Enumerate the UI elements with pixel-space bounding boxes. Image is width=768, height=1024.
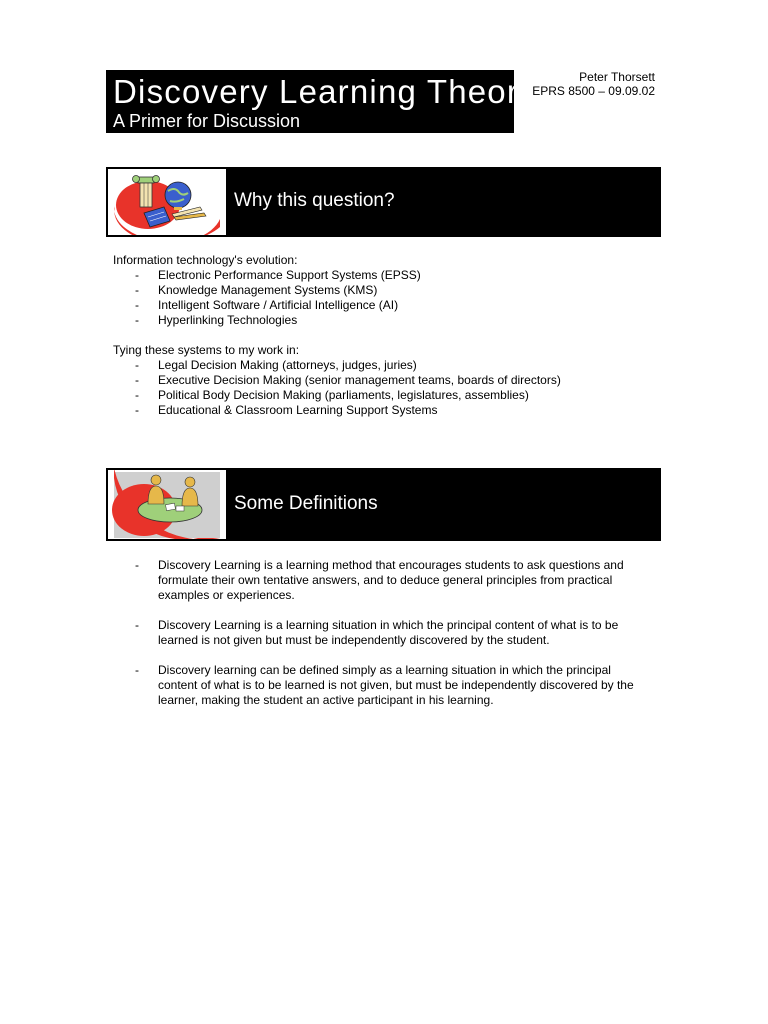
definition-item: - Discovery Learning is a learning situation in which the principal content of what is to be learned is not given but must be independently discovered by the student. [135, 618, 619, 647]
document-subtitle: A Primer for Discussion [113, 111, 301, 131]
list-item: - Political Body Decision Making (parliaments, legislatures, assemblies) [135, 388, 529, 402]
section-banner-why [106, 167, 661, 237]
bullet-list [113, 268, 421, 328]
author-name: Peter Thorsett [579, 70, 655, 84]
document-title: Discovery Learning Theory [113, 73, 537, 110]
section-banner-definitions [106, 468, 661, 541]
list-item: - Educational & Classroom Learning Support Systems [135, 403, 438, 417]
section-heading-why: Why this question? [234, 190, 395, 211]
definitions-list [113, 558, 653, 723]
group-lead: Information technology's evolution: [113, 253, 298, 267]
list-item: - Intelligent Software / Artificial Intelligence (AI) [135, 298, 399, 312]
list-item: - Legal Decision Making (attorneys, judges, juries) [135, 358, 417, 372]
definition-item: - Discovery Learning is a learning method that encourages students to ask questions and formulate their own tentative answers, and to deduce general principles from practical examples or experiences. [135, 558, 624, 602]
intro-group-1 [113, 253, 421, 328]
course-date: EPRS 8500 – 09.09.02 [532, 84, 655, 98]
list-item: - Knowledge Management Systems (KMS) [135, 283, 378, 297]
people-at-table-clipart [108, 470, 226, 539]
list-item: - Electronic Performance Support Systems (EPSS) [135, 268, 421, 282]
intro-group-2 [113, 343, 561, 418]
column-globe-books-clipart [108, 169, 226, 235]
section-heading-definitions: Some Definitions [234, 493, 378, 514]
author-block [532, 70, 655, 98]
group-lead: Tying these systems to my work in: [113, 343, 300, 357]
list-item: - Hyperlinking Technologies [135, 313, 298, 327]
definition-item: - Discovery learning can be defined simply as a learning situation in which the principal content of what is to be learned is not given, but must be independently discovered by the learner, making the student an active participant in his learning. [135, 663, 634, 707]
bullet-list [113, 358, 561, 418]
list-item: - Executive Decision Making (senior management teams, boards of directors) [135, 373, 561, 387]
title-block [106, 70, 537, 133]
